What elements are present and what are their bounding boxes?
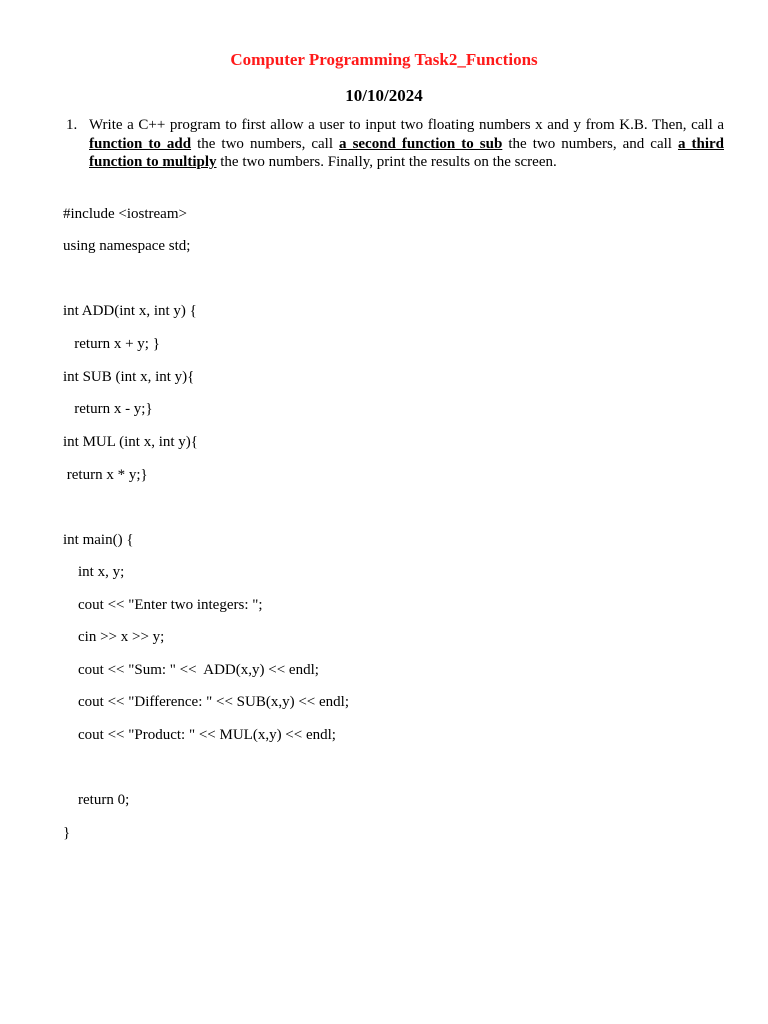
document-title: Computer Programming Task2_Functions [230, 50, 538, 69]
task-number: 1. [66, 117, 78, 133]
task-description [89, 116, 724, 172]
code-line: int ADD(int x, int y) { [63, 303, 197, 319]
code-line: using namespace std; [63, 238, 191, 254]
code-line: int main() { [63, 532, 134, 548]
code-line: #include <iostream> [63, 206, 187, 222]
code-line: int SUB (int x, int y){ [63, 369, 195, 385]
code-line: cout << "Difference: " << SUB(x,y) << endl; [63, 694, 350, 710]
code-line: return x + y; } [63, 336, 160, 352]
code-line: cout << "Enter two integers: "; [63, 597, 263, 613]
task-item [63, 116, 724, 172]
task-text-segment: the two numbers. Finally, print the results on the screen. [216, 154, 557, 171]
code-line: return x * y;} [63, 467, 148, 483]
code-line: return x - y;} [63, 401, 153, 417]
task-emphasis-sub: a second function to sub [339, 135, 503, 152]
document-date: 10/10/2024 [345, 86, 423, 105]
task-text-segment: the two numbers, call [191, 135, 340, 152]
task-text-segment: the two numbers, and call [502, 135, 678, 152]
code-line: cin >> x >> y; [63, 629, 165, 645]
task-emphasis-multiply: a third function to multiply [89, 135, 725, 171]
code-line: } [63, 825, 71, 841]
task-text-segment: Write a C++ program to first allow a user to input two floating numbers x and y from K.B. Then, call a [89, 117, 724, 133]
task-emphasis-add: function to add [89, 135, 192, 152]
code-line: int x, y; [63, 564, 125, 580]
code-line: cout << "Product: " << MUL(x,y) << endl; [63, 727, 336, 743]
code-line: int MUL (int x, int y){ [63, 434, 198, 450]
code-line: return 0; [63, 792, 130, 808]
code-line: cout << "Sum: " << ADD(x,y) << endl; [63, 662, 319, 678]
